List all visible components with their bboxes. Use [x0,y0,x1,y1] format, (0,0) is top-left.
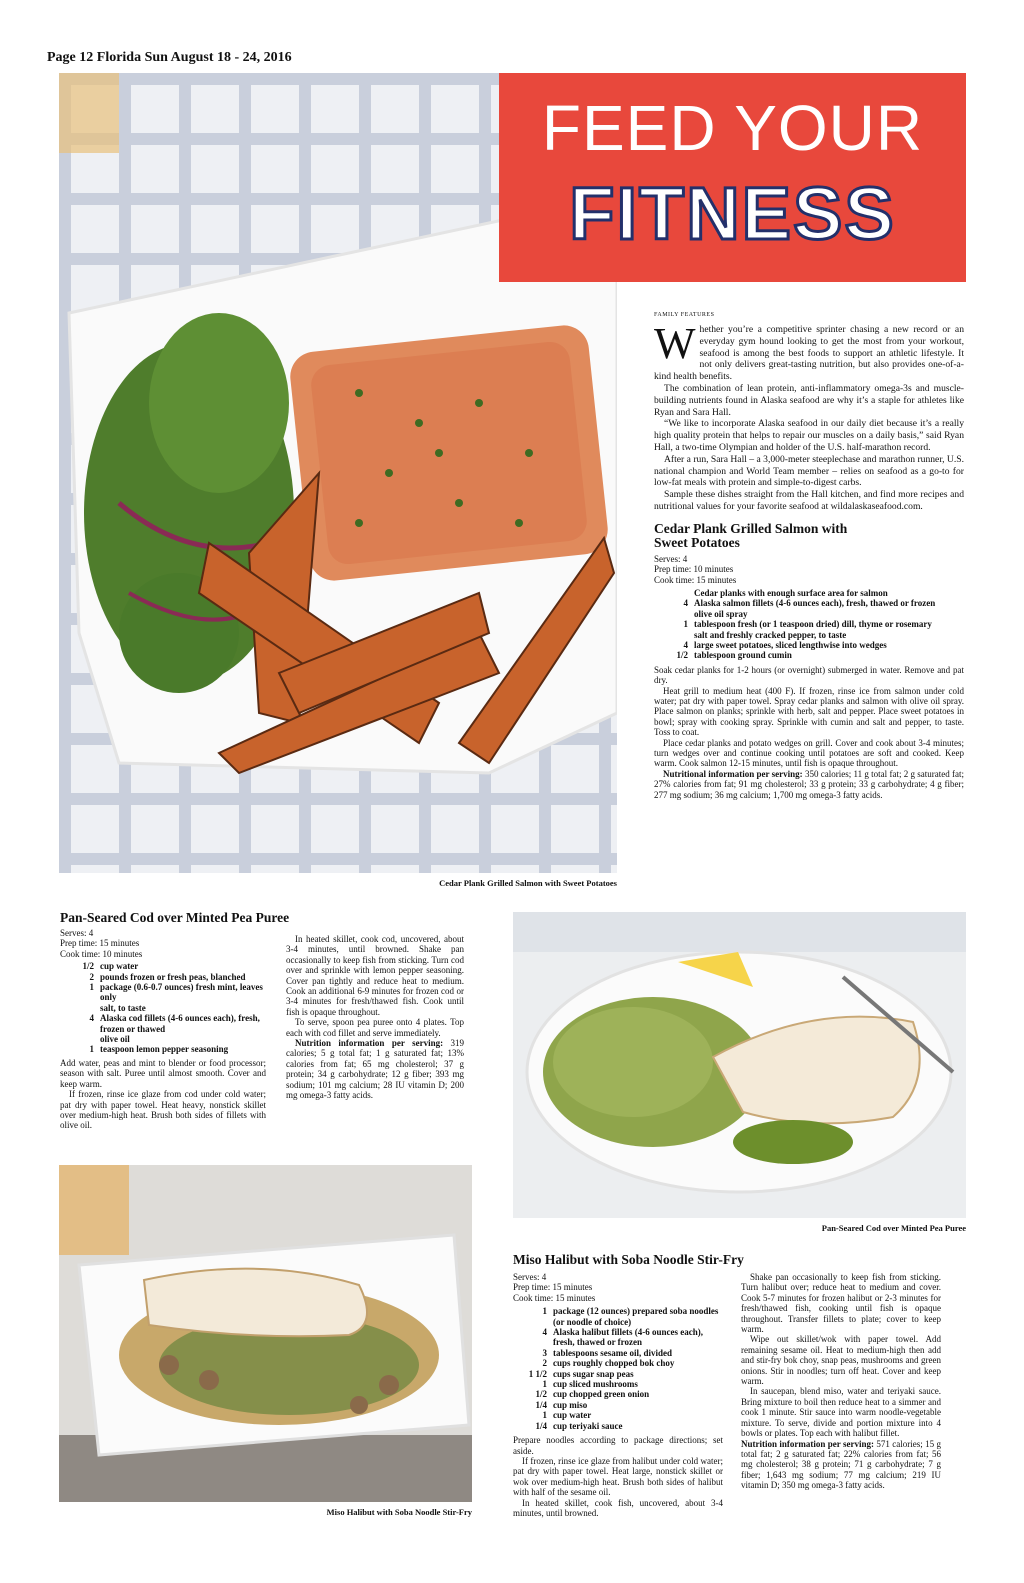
halibut-directions-b [741,1272,941,1491]
ingredient-text: Alaska cod fillets (4-6 ounces each), fresh, frozen or thawed [100,1013,260,1034]
ingredient-row [513,1358,723,1368]
ingredient-qty [654,588,694,598]
ingredient-text: package (12 ounces) prepared soba noodles (or noodle of choice) [553,1306,719,1327]
cod-cook-time: Cook time: 10 minutes [60,948,143,959]
ingredient-qty: 1 [89,1044,94,1055]
halibut-direction-6: In saucepan, blend miso, water and teriyaki sauce. Bring mixture to boil then reduce heat to a simmer and cook 1 minute. Stir sauce into warm noodle-vegetable mixture. To serve, divide and portion mixture into 4 bowls or plates. Top each with halibut fillet. [741,1386,941,1439]
ingredient-row [513,1400,723,1410]
cod-meta [60,928,266,959]
ingredient-qty: 1/4 [535,1399,547,1410]
cod-column-1 [60,928,266,1131]
ingredient-qty [60,1003,100,1013]
ingredient-row [60,1003,266,1013]
ingredient-text: tablespoon ground cumin [694,650,792,661]
ingredient-qty: 1 [542,1306,547,1317]
ingredient-row [513,1410,723,1420]
ingredient-text: tablespoon fresh (or 1 teaspoon dried) dill, thyme or rosemary [694,619,932,630]
ingredient-text: package (0.6-0.7 ounces) fresh mint, leaves only [100,982,263,1003]
ingredient-text: pounds frozen or fresh peas, blanched [100,971,246,982]
cod-photo [513,912,966,1218]
salmon-directions [654,665,964,800]
salmon-nutrition-label: Nutritional information per serving: [663,768,803,779]
ingredient-text: olive oil [100,1034,130,1045]
intro-column [654,312,964,800]
halibut-direction-5: Wipe out skillet/wok with paper towel. Add remaining sesame oil. Heat to medium-high then add and stir-fry bok choy, snap peas, mushrooms and green onions. Stir in noodles; turn off heat. Cover and keep warm. [741,1334,941,1387]
ingredient-text: Alaska halibut fillets (4-6 ounces each), fresh, thawed or frozen [553,1327,704,1348]
ingredient-row [654,609,964,619]
halibut-direction-4: Shake pan occasionally to keep fish from sticking. Turn halibut over; reduce heat to medium and cover. Cook 5-7 minutes for frozen halibut or 2-3 minutes for fresh/thawed fish, cooking until fish is opaque throughout. Transfer fillets to plate; cover to keep warm. [741,1272,941,1335]
halibut-nutrition-label: Nutrition information per serving: [741,1438,874,1449]
ingredient-text: cups sugar snap peas [553,1368,634,1379]
ingredient-qty: 1/2 [535,1389,547,1400]
cod-photo-illustration [513,912,966,1218]
ingredient-row [60,972,266,982]
ingredient-row [654,640,964,650]
salmon-recipe-title: Cedar Plank Grilled Salmon with Sweet Potatoes [654,520,848,550]
halibut-photo [59,1165,472,1502]
ingredient-text: cup water [553,1410,592,1421]
ingredient-row [60,1013,266,1034]
salmon-photo-caption: Cedar Plank Grilled Salmon with Sweet Potatoes [439,878,617,888]
cod-nutrition-label: Nutrition information per serving: [295,1038,444,1049]
halibut-serves: Serves: 4 [513,1272,547,1282]
halibut-column-2 [741,1272,941,1518]
cod-prep-time: Prep time: 15 minutes [60,938,140,949]
intro-paragraph-1: hether you’re a competitive sprinter chasing a new record or an everyday gym hound looking to get the most from your workout, seafood is among the best foods to support an athletic lifestyle. It not only delivers great-tasting nutrition, but also provides one-of-a-kind health benefits. [654,324,964,383]
ingredient-qty: 4 [542,1327,547,1338]
ingredient-qty: 1 [683,619,688,630]
ingredient-text: cup water [100,961,139,972]
salmon-ingredients [654,588,964,661]
ingredient-text: teaspoon lemon pepper seasoning [100,1044,229,1055]
ingredient-row [654,588,964,598]
page-folio: Page 12 Florida Sun August 18 - 24, 2016 [47,50,292,65]
ingredient-row [513,1306,723,1327]
ingredient-text: tablespoons sesame oil, divided [553,1347,673,1358]
intro-paragraph-3: “We like to incorporate Alaska seafood in our daily diet because it’s a really high quality protein that helps to repair our muscles on a daily basis,” said Ryan Hall, a two-time Olympian and holder of the U.S. half-marathon record. [654,418,964,453]
cod-directions-b [286,934,464,1101]
salmon-direction-1: Soak cedar planks for 1-2 hours (or overnight) submerged in water. Remove and pat dry. [654,664,964,686]
ingredient-qty: 3 [542,1347,547,1358]
ingredient-text: Cedar planks with enough surface area for salmon [694,587,888,598]
ingredient-row [654,630,964,640]
ingredient-qty: 1/2 [676,650,688,661]
cod-direction-4: To serve, spoon pea puree onto 4 plates. Top each with cod fillet and serve immediately. [286,1017,464,1038]
halibut-direction-3: In heated skillet, cook fish, uncovered, about 3-4 minutes, until browned. [513,1497,723,1518]
ingredient-text: cup chopped green onion [553,1389,650,1400]
intro-paragraph-5: Sample these dishes straight from the Hall kitchen, and find more recipes and nutritional values for your favorite seafood at wildalaskaseafood.com. [654,489,964,512]
ingredient-row [654,619,964,629]
ingredient-text: cup teriyaki sauce [553,1420,623,1431]
ingredient-row [513,1327,723,1348]
ingredient-row [654,598,964,608]
ingredient-row [654,650,964,660]
ingredient-qty: 4 [683,640,688,650]
ingredient-row [60,961,266,971]
kicker: FAMILY FEATURES [654,312,715,318]
cod-column-2 [286,928,464,1131]
ingredient-qty: 1 [89,982,94,993]
halibut-recipe [513,1253,966,1518]
salmon-serves: Serves: 4 [654,553,688,564]
ingredient-row [513,1348,723,1358]
intro-paragraph-4: After a run, Sara Hall – a 3,000-meter steeplechase and marathon runner, U.S. national champion and World Team member – relies on seafood as a go-to for low-fat meals with protein and simple-to-digest carbs. [654,453,964,489]
ingredient-text: salt and freshly cracked pepper, to taste [694,629,847,640]
ingredient-row [60,982,266,1003]
cod-ingredients [60,961,266,1055]
cod-photo-caption: Pan-Seared Cod over Minted Pea Puree [821,1223,966,1233]
ingredient-qty [654,630,694,640]
ingredient-qty: 2 [542,1358,547,1369]
ingredient-qty: 1 1/2 [528,1368,547,1379]
ingredient-row [60,1034,266,1044]
ingredient-row [513,1421,723,1431]
ingredient-qty [60,1034,100,1044]
cod-direction-3: In heated skillet, cook cod, uncovered, about 3-4 minutes, until browned. Shake pan occasionally to keep fish from sticking. Turn cod over and sprinkle with lemon pepper seasoning. Cover pan tightly and reduce heat to medium. Cook an additional 6-9 minutes for frozen cod or 3-4 minutes for fresh/thawed fish. Cook until fish is opaque throughout. [286,934,464,1017]
halibut-ingredients [513,1306,723,1431]
ingredient-qty [654,609,694,619]
ingredient-qty: 2 [89,971,94,982]
cod-serves: Serves: 4 [60,928,94,938]
ingredient-qty: 4 [89,1013,94,1024]
halibut-photo-illustration [59,1165,472,1502]
ingredient-row [513,1389,723,1399]
intro-body [654,319,964,513]
salmon-cook-time: Cook time: 15 minutes [654,574,737,585]
halibut-nutrition: 571 calories; 15 g total fat; 2 g saturated fat; 22% calories from fat; 56 mg cholesterol; 38 g protein; 71 g carbohydrate; 7 g fiber; 1,643 mg sodium; 77 mg calcium; 219 IU vitamin D; 350 mg omega-3 fatty acids. [741,1438,942,1491]
cod-directions-a [60,1058,266,1131]
ingredient-row [60,1044,266,1054]
ingredient-text: cups roughly chopped bok choy [553,1358,675,1369]
ingredient-qty: 4 [683,598,688,609]
cod-direction-2: If frozen, rinse ice glaze from cod under cold water; pat dry with paper towel. Heat heavy, nonstick skillet over medium-high heat. Brush both sides of fillets with olive oil. [60,1089,266,1131]
ingredient-text: salt, to taste [100,1002,146,1013]
halibut-meta [513,1272,723,1303]
halibut-direction-1: Prepare noodles according to package directions; set aside. [513,1435,723,1456]
halibut-direction-2: If frozen, rinse ice glaze from halibut under cold water; pat dry with paper towel. Heat large, nonstick skillet or wok over medium-high heat. Brush both sides of halibut with half of the sesame oil. [513,1455,723,1498]
ingredient-text: olive oil spray [694,608,748,619]
salmon-nutrition: 350 calories; 11 g total fat; 2 g saturated fat; 27% calories from fat; 91 mg cholesterol; 33 g protein; 33 g carbohydrate; 4 g fiber; 277 mg sodium; 36 mg calcium; 1,700 mg omega-3 fatty acids. [654,768,965,800]
cod-recipe-title: Pan-Seared Cod over Minted Pea Puree [60,910,290,925]
salmon-meta [654,554,964,585]
feed-your-fitness-banner [499,73,966,282]
cod-direction-1: Add water, peas and mint to blender or food processor; season with salt. Puree until almost smooth. Cover and keep warm. [60,1057,266,1089]
ingredient-row [513,1369,723,1379]
halibut-directions-a [513,1435,723,1518]
intro-paragraph-2: The combination of lean protein, anti-inflammatory omega-3s and muscle-building nutrients found in Alaska seafood are why it’s a staple for athletes like Ryan and Sara Hall. [654,382,964,418]
salmon-prep-time: Prep time: 10 minutes [654,564,734,575]
cod-nutrition: 319 calories; 5 g total fat; 1 g saturated fat; 13% calories from fat; 65 mg cholesterol; 37 g protein; 34 g carbohydrate; 12 g fiber; 393 mg sodium; 101 mg calcium; 28 IU vitamin D; 200 mg omega-3 fatty acids. [286,1038,464,1101]
halibut-column-1 [513,1272,723,1518]
ingredient-text: large sweet potatoes, sliced lengthwise into wedges [694,640,887,650]
ingredient-text: Alaska salmon fillets (4-6 ounces each), fresh, thawed or frozen [694,598,936,609]
salmon-direction-3: Place cedar planks and potato wedges on grill. Cover and cook about 3-4 minutes; turn wedges over and continue cooking until potatoes are soft and cooked. Keep warm. Cook salmon 12-15 minutes, until fish is opaque throughout. [654,737,964,769]
cod-recipe [60,911,480,1131]
ingredient-text: cup sliced mushrooms [553,1379,638,1390]
halibut-cook-time: Cook time: 15 minutes [513,1292,596,1303]
halibut-prep-time: Prep time: 15 minutes [513,1282,593,1293]
dropcap: W [654,319,696,368]
banner-line-1: FEED YOUR [541,92,924,164]
ingredient-text: cup miso [553,1399,588,1410]
banner-line-2: FITNESS [569,172,896,255]
salmon-direction-2: Heat grill to medium heat (400 F). If frozen, rinse ice from salmon under cold water; pat dry with paper towel. Spray cedar planks and salmon with olive oil spray. Place salmon on planks; sprinkle with herb, salt and pepper. Place sweet potatoes in bowl; spray with cooking spray. Sprinkle with cumin and salt and pepper, to taste. Toss to coat. [654,685,964,738]
ingredient-qty: 1/4 [535,1420,547,1431]
ingredient-qty: 1/2 [82,961,94,972]
halibut-recipe-title: Miso Halibut with Soba Noodle Stir-Fry [513,1252,744,1267]
ingredient-qty: 1 [542,1379,547,1390]
ingredient-row [513,1379,723,1389]
ingredient-qty: 1 [542,1410,547,1421]
halibut-photo-caption: Miso Halibut with Soba Noodle Stir-Fry [326,1507,472,1517]
